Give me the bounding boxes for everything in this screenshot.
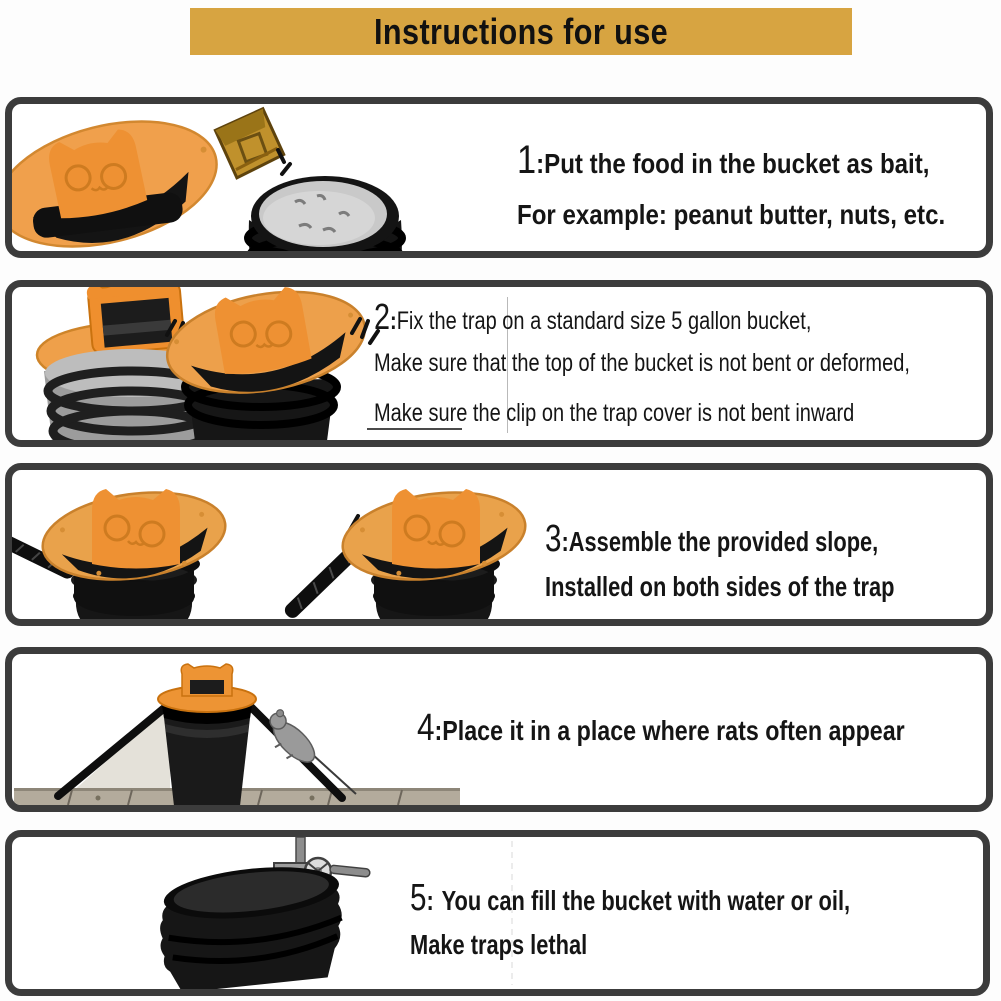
step-4-panel bbox=[5, 647, 993, 812]
step-1-panel bbox=[5, 97, 993, 258]
step-1-line-1: 1:Put the food in the bucket as bait, bbox=[517, 138, 930, 182]
title-banner bbox=[190, 8, 852, 55]
step-3-line-2: Installed on both sides of the trap bbox=[545, 571, 895, 602]
rat-icon bbox=[258, 708, 356, 794]
step-5-panel bbox=[5, 830, 990, 996]
cat-flip-trap-lid bbox=[12, 104, 230, 251]
page-title: Instructions for use bbox=[373, 10, 669, 52]
bucket bbox=[153, 860, 348, 989]
step-1-line-2: For example: peanut butter, nuts, etc. bbox=[517, 199, 946, 230]
step-2-line-3: Make sure the clip on the trap cover is not bent inward bbox=[374, 399, 855, 427]
bucket-top-view bbox=[248, 176, 402, 251]
step-4-line-1: 4:Place it in a place where rats often appear bbox=[417, 707, 905, 749]
trap-bucket-left bbox=[37, 482, 231, 619]
step-5-line-2: Make traps lethal bbox=[410, 929, 588, 960]
step-number: 1 bbox=[517, 138, 537, 182]
trap-bucket-right bbox=[337, 482, 531, 619]
step-3-panel bbox=[5, 463, 993, 626]
step-2-line-2: Make sure that the top of the bucket is not bent or deformed, bbox=[374, 349, 910, 377]
step-2-line-1: 2:Fix the trap on a standard size 5 gallon bucket, bbox=[374, 296, 812, 337]
step-2-panel bbox=[5, 280, 993, 447]
step-5-line-1: 5: You can fill the bucket with water or oil, bbox=[410, 877, 851, 919]
artifact-underline bbox=[367, 428, 462, 430]
trap-bucket bbox=[158, 664, 256, 805]
bait-cube-icon bbox=[214, 107, 286, 179]
step-3-line-1: 3:Assemble the provided slope, bbox=[545, 518, 879, 560]
